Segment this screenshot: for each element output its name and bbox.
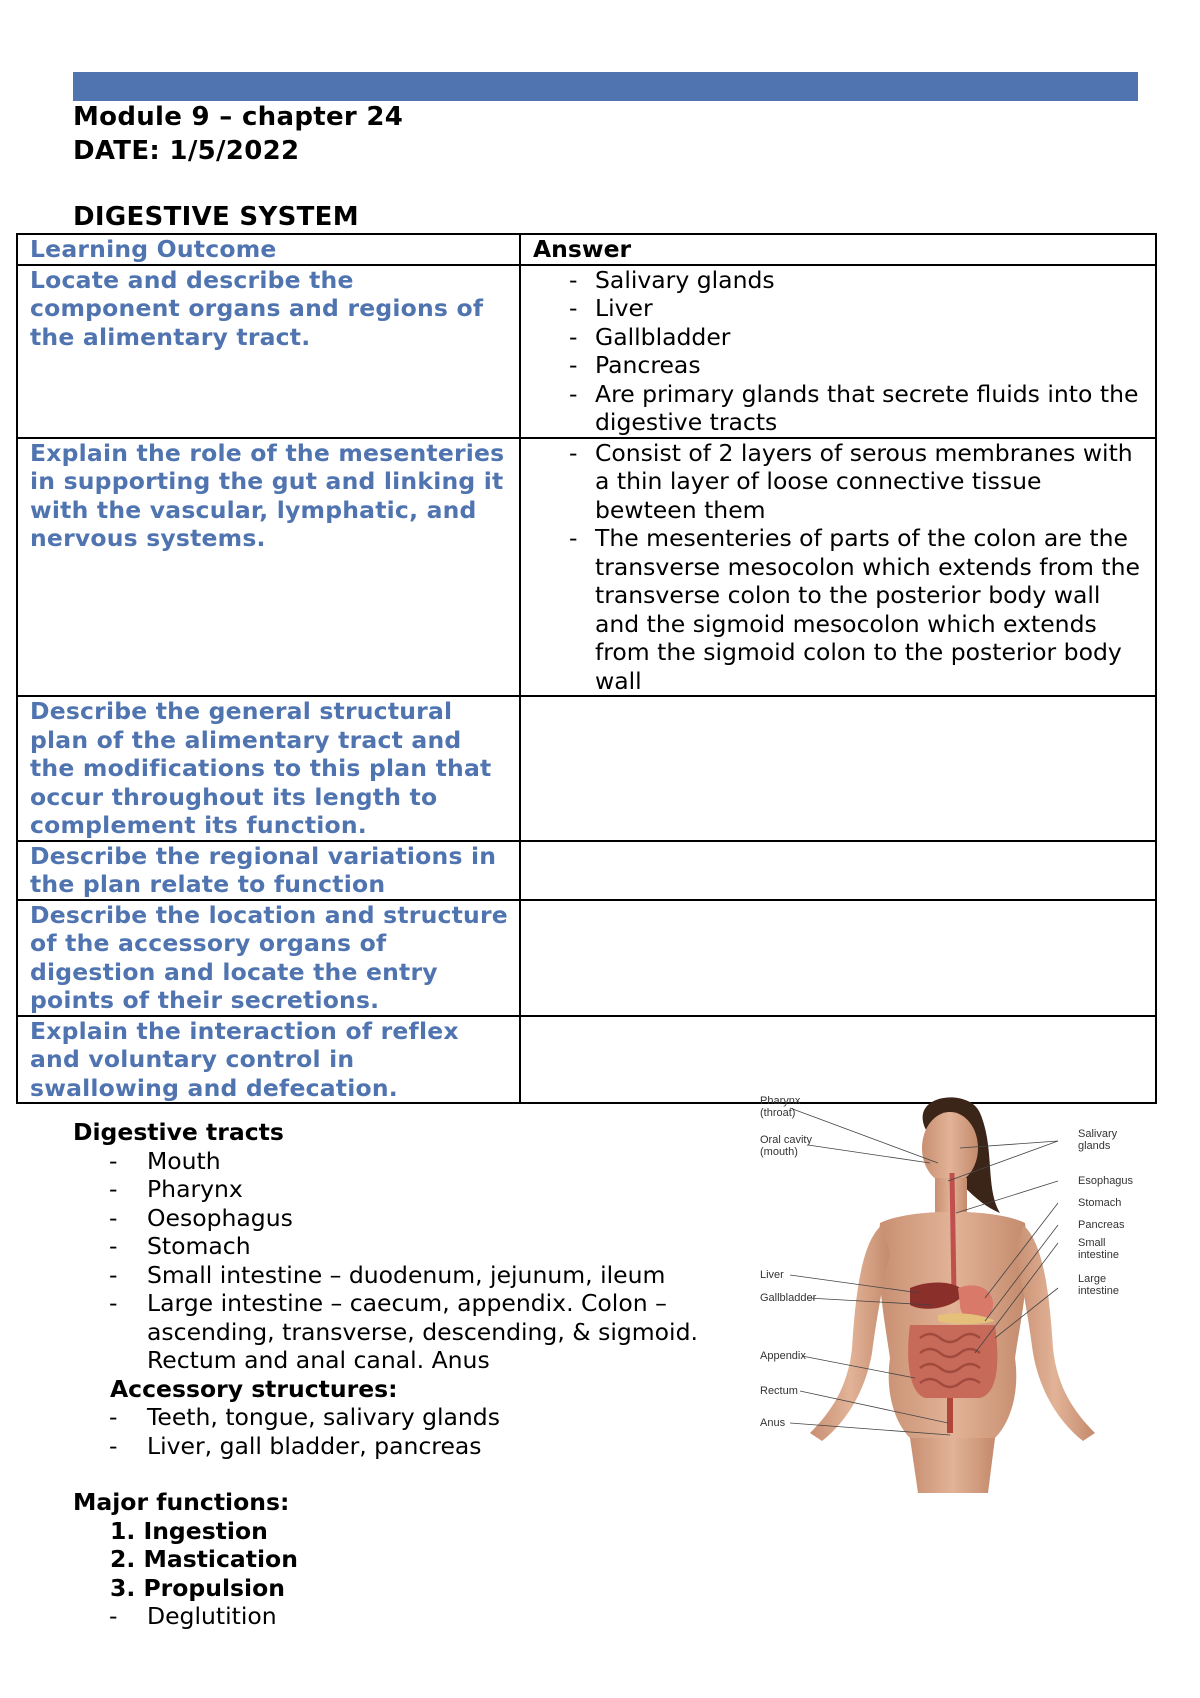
table-row: [17, 841, 1156, 900]
label-pharynx: Pharynx (throat): [760, 1095, 801, 1119]
label-oral-cavity: Oral cavity (mouth): [760, 1134, 812, 1158]
list-item: - Small intestine – duodenum, jejunum, ileum: [73, 1261, 753, 1290]
tracts-heading: Digestive tracts: [73, 1118, 284, 1146]
label-pancreas: Pancreas: [1078, 1219, 1125, 1231]
date-line: DATE: 1/5/2022: [73, 136, 300, 166]
answer-cell: [520, 696, 1156, 841]
list-item: 2. Mastication: [110, 1545, 298, 1573]
notes-section: [73, 1118, 753, 1631]
answer-cell: [520, 438, 1156, 697]
label-rectum: Rectum: [760, 1385, 798, 1397]
list-item: 1. Ingestion: [110, 1516, 268, 1545]
answer-column-header: Answer: [520, 234, 1156, 265]
label-small-intestine: Small intestine: [1078, 1237, 1119, 1261]
learning-outcomes-table: [16, 233, 1157, 1104]
table-row: [17, 265, 1156, 438]
outcome-cell: Describe the general structural plan of the alimentary tract and the modifications to this plan that occur throughout its length to complement its function.: [17, 696, 520, 841]
answer-cell: [520, 265, 1156, 438]
answer-cell: [520, 1016, 1156, 1104]
answer-item: - Pancreas: [533, 351, 1147, 380]
tracts-list: [73, 1147, 753, 1375]
answer-item: - Gallbladder: [533, 323, 1147, 352]
table-row: [17, 696, 1156, 841]
list-item: - Stomach: [73, 1232, 753, 1261]
outcome-cell: Describe the regional variations in the plan relate to function: [17, 841, 520, 900]
functions-sub-list: [73, 1602, 753, 1631]
answer-item: - The mesenteries of parts of the colon are the transverse mesocolon which extends from the transverse colon to the posterior body wall and the sigmoid mesocolon which extends from the sigmoid colon to the posterior body wall: [533, 524, 1147, 695]
list-item: - Teeth, tongue, salivary glands: [73, 1403, 753, 1432]
outcome-column-header: Learning Outcome: [17, 234, 520, 265]
answer-cell: [520, 900, 1156, 1016]
label-esophagus: Esophagus: [1078, 1175, 1134, 1187]
answer-cell: [520, 841, 1156, 900]
functions-heading: Major functions:: [73, 1488, 290, 1516]
digestive-system-figure: [760, 1093, 1160, 1493]
table-header-row: [17, 234, 1156, 265]
answer-item: - Consist of 2 layers of serous membranes with a thin layer of loose connective tissue bewteen them: [533, 439, 1147, 525]
topic-title: DIGESTIVE SYSTEM: [73, 202, 359, 232]
outcome-cell: Explain the interaction of reflex and voluntary control in swallowing and defecation.: [17, 1016, 520, 1104]
label-stomach: Stomach: [1078, 1197, 1122, 1209]
table-row: [17, 438, 1156, 697]
list-item: - Large intestine – caecum, appendix. Colon – ascending, transverse, descending, & sigmoid. Rectum and anal canal. Anus: [73, 1289, 753, 1375]
answer-item: - Liver: [533, 294, 1147, 323]
list-item: - Pharynx: [73, 1175, 753, 1204]
outcome-cell: Locate and describe the component organs and regions of the alimentary tract.: [17, 265, 520, 438]
list-item: - Mouth: [73, 1147, 753, 1176]
list-item: - Deglutition: [73, 1602, 753, 1631]
accessory-list: [73, 1403, 753, 1460]
label-gallbladder: Gallbladder: [760, 1292, 817, 1304]
outcome-cell: Explain the role of the mesenteries in supporting the gut and linking it with the vascular, lymphatic, and nervous systems.: [17, 438, 520, 697]
label-appendix: Appendix: [760, 1350, 806, 1362]
label-liver: Liver: [760, 1269, 784, 1281]
list-item: - Oesophagus: [73, 1204, 753, 1233]
answer-item: - Salivary glands: [533, 266, 1147, 295]
outcome-cell: Describe the location and structure of the accessory organs of digestion and locate the entry points of their secretions.: [17, 900, 520, 1016]
table-row: [17, 900, 1156, 1016]
accessory-heading: Accessory structures:: [110, 1374, 398, 1403]
module-title: Module 9 – chapter 24: [73, 102, 404, 132]
answer-item: - Are primary glands that secrete fluids into the digestive tracts: [533, 380, 1147, 437]
label-large-intestine: Large intestine: [1078, 1273, 1119, 1297]
label-anus: Anus: [760, 1417, 786, 1429]
label-salivary-glands: Salivary glands: [1078, 1128, 1118, 1152]
list-item: - Liver, gall bladder, pancreas: [73, 1432, 753, 1461]
functions-list: [73, 1517, 753, 1603]
header-band: [73, 72, 1138, 101]
table-row: [17, 1016, 1156, 1104]
list-item: 3. Propulsion: [110, 1573, 285, 1602]
